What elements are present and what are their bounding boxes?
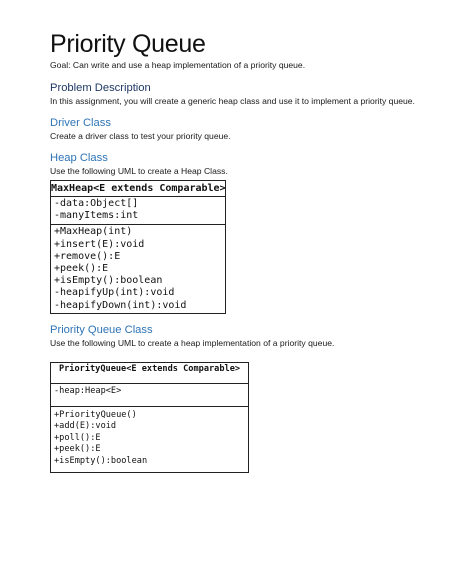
uml-class-name-section: [51, 363, 248, 383]
uml-method: -heapifyDown(int):void: [54, 299, 187, 311]
priority-queue-class-heading: Priority Queue Class: [50, 324, 153, 336]
uml-method: +peek():E: [54, 263, 109, 275]
uml-class-name: MaxHeap<E extends Comparable>: [51, 183, 226, 194]
uml-method: +add(E):void: [54, 421, 117, 432]
uml-method: +poll():E: [54, 432, 101, 443]
problem-description-text: In this assignment, you will create a generic heap class and use it to implement a priority queue.: [50, 96, 415, 106]
driver-class-heading: Driver Class: [50, 117, 111, 129]
uml-method: +peek():E: [54, 444, 101, 455]
uml-method: -heapifyUp(int):void: [54, 287, 175, 299]
priority-queue-class-text: Use the following UML to create a heap implementation of a priority queue.: [50, 338, 335, 348]
uml-method: +isEmpty():boolean: [54, 275, 163, 287]
uml-field: -manyItems:int: [54, 210, 139, 222]
uml-class-name-section: [51, 181, 225, 196]
page-title: Priority Queue: [50, 30, 206, 58]
uml-field: -data:Object[]: [54, 198, 139, 209]
uml-method: +isEmpty():boolean: [54, 455, 148, 466]
uml-method: +remove():E: [54, 250, 121, 262]
uml-class-name: PriorityQueue<E extends Comparable>: [58, 364, 241, 374]
uml-methods-section: [51, 406, 248, 472]
maxheap-uml-diagram: [50, 180, 226, 314]
heap-class-text: Use the following UML to create a Heap Class.: [50, 166, 228, 176]
uml-methods-section: [51, 224, 225, 312]
priorityqueue-uml-diagram: [50, 362, 249, 473]
uml-field: -heap:Heap<E>: [54, 386, 122, 396]
uml-method: +MaxHeap(int): [54, 226, 133, 238]
goal-text: Goal: Can write and use a heap implementation of a priority queue.: [50, 60, 306, 70]
uml-method: +insert(E):void: [54, 238, 145, 250]
heap-class-heading: Heap Class: [50, 152, 108, 164]
uml-fields-section: [51, 196, 225, 224]
uml-fields-section: [51, 383, 248, 406]
problem-description-heading: Problem Description: [50, 82, 151, 94]
driver-class-text: Create a driver class to test your priority queue.: [50, 131, 231, 141]
uml-method: +PriorityQueue(): [54, 410, 137, 420]
